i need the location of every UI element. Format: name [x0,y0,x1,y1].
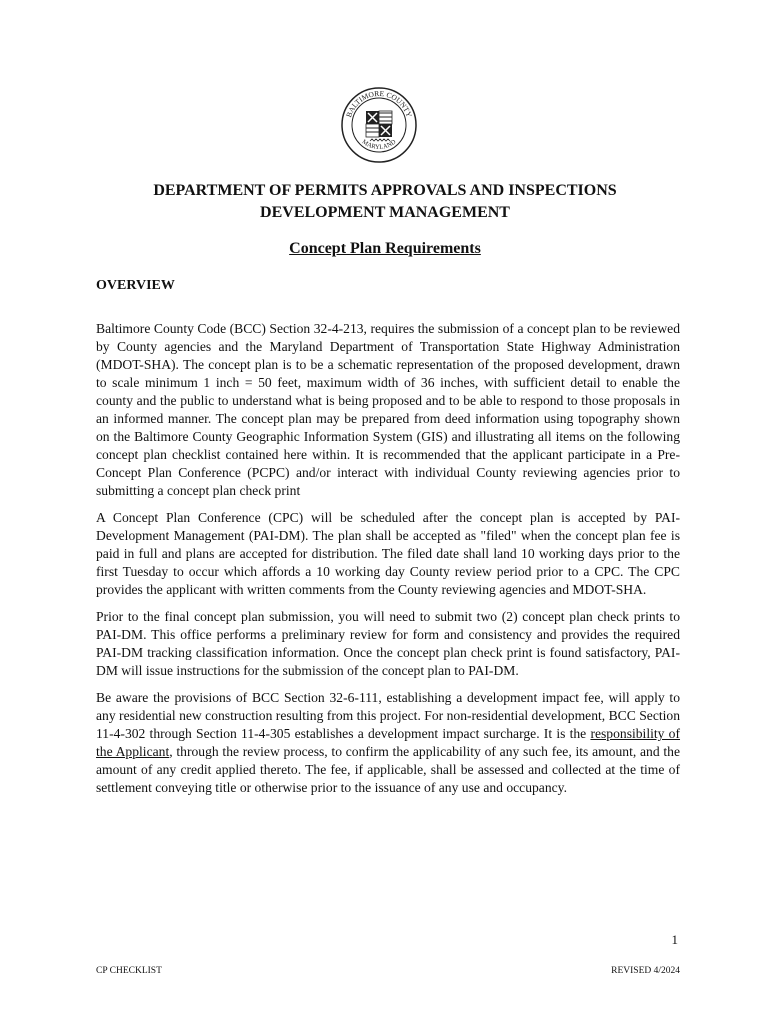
page-number: 1 [671,932,678,947]
seal-bottom-text: MARYLAND [360,138,398,151]
paragraph-4 [96,689,680,797]
section-label-overview: OVERVIEW [96,278,175,293]
page-title: Concept Plan Requirements [289,240,481,257]
paragraph-3: Prior to the final concept plan submission, you will need to submit two (2) concept plan check prints to PAI-DM. This office performs a preliminary review for form and consistency and provides the required PAI-DM tracking classification information. Once the concept plan check print is found satisfactory, PAI-DM will issue instructions for the submission of the concept plan to PAI-DM. [96,609,680,678]
division-heading: DEVELOPMENT MANAGEMENT [260,204,510,221]
paragraph-2: A Concept Plan Conference (CPC) will be scheduled after the concept plan is accepted by PAI-Development Management (PAI-DM). The plan shall be accepted as "filed" when the concept plan fee is paid in full and plans are accepted for distribution. The filed date shall land 10 working days prior to the first Tuesday to occur which affords a 10 working day County review period prior to a CPC. The CPC provides the applicant with written comments from the County reviewing agencies and MDOT-SHA. [96,510,680,597]
department-heading: DEPARTMENT OF PERMITS APPROVALS AND INSPECTIONS [153,182,617,199]
paragraph-4-end: , through the review process, to confirm the applicability of any such fee, its amount, and the amount of any credit applied thereto. The fee, if applicable, shall be assessed and collected at the time of settlement conveying title or otherwise prior to the issuance of any use and occupancy. [96,744,680,795]
seal-top-text: BALTIMORE COUNTY [344,88,414,119]
footer-document-name: CP CHECKLIST [96,966,162,976]
body-text [96,320,680,806]
paragraph-4-underlined: responsibility of the Applicant [96,726,681,759]
county-seal [340,86,418,164]
footer-revision-date: REVISED 4/2024 [611,966,680,976]
paragraph-1: Baltimore County Code (BCC) Section 32-4-213, requires the submission of a concept plan to be reviewed by County agencies and the Maryland Department of Transportation State Highway Administration (MDOT-SHA). The concept plan is to be a schematic representation of the proposed development, drawn to scale minimum 1 inch = 50 feet, maximum width of 36 inches, with sufficient detail to enable the county and the public to understand what is being proposed and to be able to respond to those proposals in an informed manner. The concept plan may be prepared from deed information using topography shown on the Baltimore County Geographic Information System (GIS) and illustrating all items on the following concept plan checklist contained here within. It is recommended that the applicant participate in a Pre-Concept Plan Conference (PCPC) and/or interact with individual County reviewing agencies prior to submitting a concept plan check print [96,321,680,498]
baltimore-county-seal-icon [340,86,418,164]
paragraph-4-start: Be aware the provisions of BCC Section 32-6-111, establishing a development impact fee, will apply to any residential new construction resulting from this project. For non-residential development, BCC Section 11-4-302 through Section 11-4-305 establishes a development impact surcharge. It is the [96,690,680,741]
